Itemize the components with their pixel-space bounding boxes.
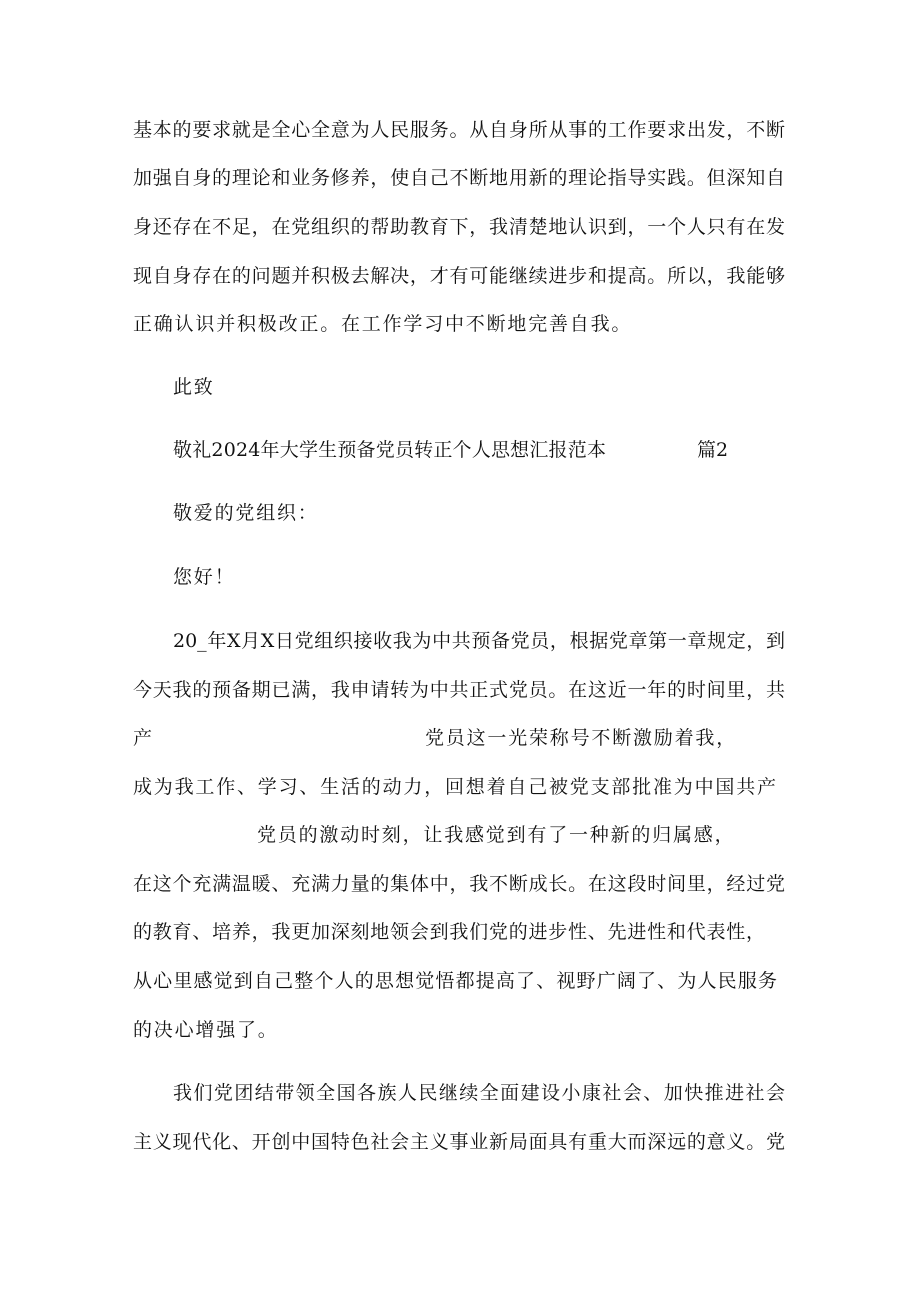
- section-label: 篇2: [697, 439, 729, 461]
- paragraph-line: 的教育、培养，我更加深刻地领会到我们党的进步性、先进性和代表性，: [133, 921, 765, 943]
- paragraph-line: 基本的要求就是全心全意为人民服务。从自身所从事的工作要求出发，不断: [133, 119, 785, 141]
- paragraph-line: 我们党团结带领全国各族人民继续全面建设小康社会、加快推进社会: [173, 1082, 785, 1104]
- paragraph-line: 加强自身的理论和业务修养，使自己不断地用新的理论指导实践。但深知自: [133, 167, 785, 189]
- greeting: 您好！: [173, 566, 236, 588]
- paragraph-line: 在这个充满温暖、充满力量的集体中，我不断成长。在这段时间里，经过党: [133, 873, 785, 895]
- paragraph-line: 产: [133, 727, 154, 749]
- paragraph-line: 成为我工作、学习、生活的动力，回想着自己被党支部批准为中国共产: [133, 776, 778, 798]
- paragraph-line: 今天我的预备期已满，我申请转为中共正式党员。在这近一年的时间里，共: [133, 679, 785, 701]
- paragraph-line: 的决心增强了。: [133, 1019, 279, 1041]
- paragraph-line: 20_年X月X日党组织接收我为中共预备党员，根据党章第一章规定，到: [173, 630, 785, 652]
- paragraph-line: 现自身存在的问题并积极去解决，才有可能继续进步和提高。所以，我能够: [133, 265, 785, 287]
- salutation: 敬爱的党组织：: [173, 502, 319, 524]
- closing-regards: 此致: [173, 376, 215, 398]
- closing-salute-title: 敬礼2024年大学生预备党员转正个人思想汇报范本: [173, 439, 607, 461]
- paragraph-line: 党员这一光荣称号不断激励着我，: [425, 727, 738, 749]
- paragraph-line: 从心里感觉到自己整个人的思想觉悟都提高了、视野广阔了、为人民服务: [133, 970, 777, 992]
- paragraph-line: 党员的激动时刻，让我感觉到有了一种新的归属感，: [257, 824, 736, 846]
- paragraph-line: 主义现代化、开创中国特色社会主义事业新局面具有重大而深远的意义。党: [133, 1131, 785, 1153]
- paragraph-line: 正确认识并积极改正。在工作学习中不断地完善自我。: [133, 313, 633, 335]
- paragraph-line: 身还存在不足，在党组织的帮助教育下，我清楚地认识到，一个人只有在发: [133, 216, 785, 238]
